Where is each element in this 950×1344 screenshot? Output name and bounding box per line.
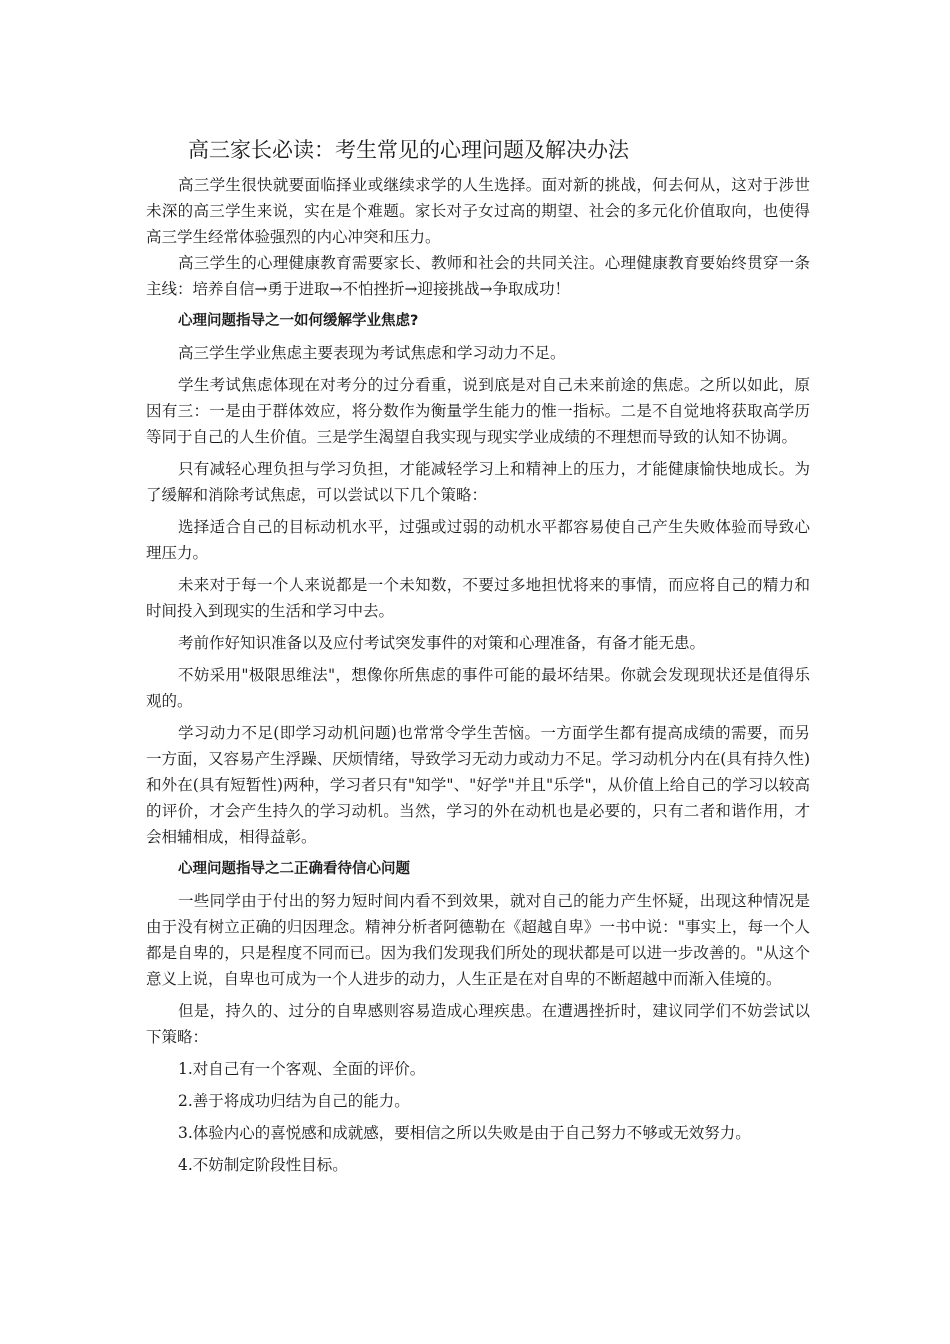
section-1-paragraph-6: 考前作好知识准备以及应付考试突发事件的对策和心理准备，有备才能无患。 [178, 634, 706, 652]
intro-paragraph-2: 高三学生的心理健康教育需要家长、教师和社会的共同关注。心理健康教育要始终贯穿一条主线：培养自信→勇于进取→不怕挫折→迎接挑战→争取成功！ [146, 254, 810, 298]
strategy-list-item-4: 4.不妨制定阶段性目标。 [178, 1156, 348, 1174]
strategy-list-item-3: 3.体验内心的喜悦感和成就感，要相信之所以失败是由于自己努力不够或无效努力。 [178, 1124, 751, 1142]
section-2-paragraph-2: 但是，持久的、过分的自卑感则容易造成心理疾患。在遭遇挫折时，建议同学们不妨尝试以下策略： [146, 1002, 810, 1046]
section-1-paragraph-2: 学生考试焦虑体现在对考分的过分看重，说到底是对自己未来前途的焦虑。之所以如此，原因有三：一是由于群体效应，将分数作为衡量学生能力的惟一指标。二是不自觉地将获取高学历等同于自己的人生价值。三是学生渴望自我实现与现实学业成绩的不理想而导致的认知不协调。 [146, 376, 810, 446]
section-2-heading: 心理问题指导之二正确看待信心问题 [178, 861, 410, 877]
strategy-list-item-1: 1.对自己有一个客观、全面的评价。 [178, 1060, 426, 1078]
section-1-paragraph-1: 高三学生学业焦虑主要表现为考试焦虑和学习动力不足。 [178, 344, 566, 362]
section-1-paragraph-3: 只有减轻心理负担与学习负担，才能减轻学习上和精神上的压力，才能健康愉快地成长。为了缓解和消除考试焦虑，可以尝试以下几个策略： [146, 460, 810, 504]
document-page [146, 134, 810, 1178]
section-1-heading: 心理问题指导之一如何缓解学业焦虑? [178, 313, 419, 329]
section-1-paragraph-4: 选择适合自己的目标动机水平，过强或过弱的动机水平都容易使自己产生失败体验而导致心理压力。 [146, 518, 810, 562]
section-1-paragraph-5: 未来对于每一个人来说都是一个未知数，不要过多地担忧将来的事情，而应将自己的精力和时间投入到现实的生活和学习中去。 [146, 576, 810, 620]
section-1-paragraph-7: 不妨采用"极限思维法"，想像你所焦虑的事件可能的最坏结果。你就会发现现状还是值得乐观的。 [146, 666, 810, 710]
section-2-paragraph-1: 一些同学由于付出的努力短时间内看不到效果，就对自己的能力产生怀疑，出现这种情况是由于没有树立正确的归因理念。精神分析者阿德勒在《超越自卑》一书中说："事实上，每一个人都是自卑的，只是程度不同而已。因为我们发现我们所处的现状都是可以进一步改善的。"从这个意义上说，自卑也可成为一个人进步的动力，人生正是在对自卑的不断超越中而渐入佳境的。 [146, 892, 810, 988]
intro-paragraph-1: 高三学生很快就要面临择业或继续求学的人生选择。面对新的挑战，何去何从，这对于涉世未深的高三学生来说，实在是个难题。家长对子女过高的期望、社会的多元化价值取向，也使得高三学生经常体验强烈的内心冲突和压力。 [146, 176, 810, 246]
strategy-list-item-2: 2.善于将成功归结为自己的能力。 [178, 1092, 410, 1110]
document-title: 高三家长必读：考生常见的心理问题及解决办法 [188, 138, 629, 162]
section-1-paragraph-8: 学习动力不足(即学习动机问题)也常常令学生苦恼。一方面学生都有提高成绩的需要，而另一方面，又容易产生浮躁、厌烦情绪，导致学习无动力或动力不足。学习动机分内在(具有持久性)和外在(具有短暂性)两种，学习者只有"知学"、"好学"并且"乐学"，从价值上给自己的学习以较高的评价，才会产生持久的学习动机。当然，学习的外在动机也是必要的，只有二者和谐作用，才会相辅相成，相得益彰。 [146, 724, 810, 846]
